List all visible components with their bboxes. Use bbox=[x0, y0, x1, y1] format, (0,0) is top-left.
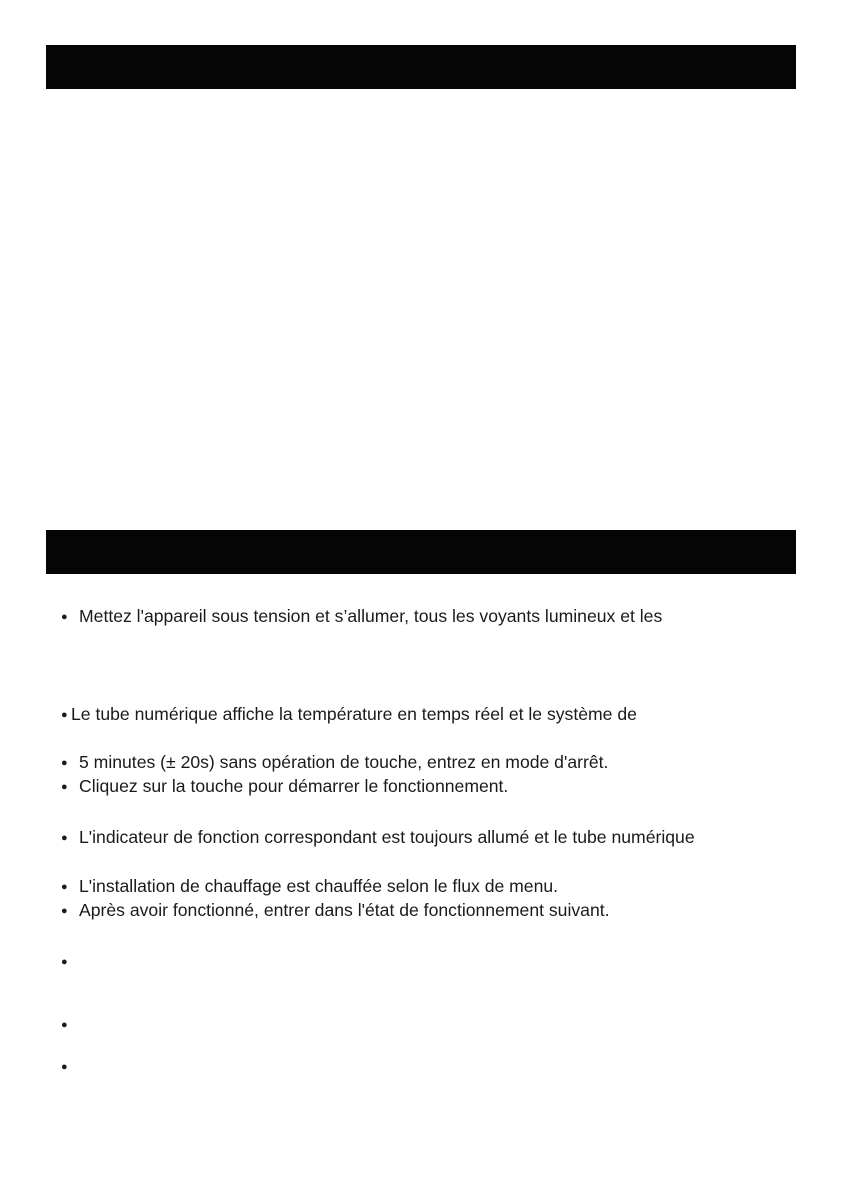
bullet-dot-icon bbox=[61, 950, 79, 975]
bullet-item bbox=[61, 826, 695, 851]
bullet-item bbox=[61, 950, 79, 975]
bullet-dot-icon bbox=[61, 775, 79, 800]
bullet-dot-icon bbox=[61, 899, 79, 924]
bullet-item bbox=[61, 775, 508, 800]
bullet-item bbox=[61, 1055, 79, 1080]
section-header-bar-bottom bbox=[46, 530, 796, 574]
bullet-text: Le tube numérique affiche la température en temps réel et le système de bbox=[71, 704, 637, 724]
bullet-item bbox=[61, 875, 558, 900]
bullet-dot-icon bbox=[61, 875, 79, 900]
bullet-text: L'indicateur de fonction correspondant est toujours allumé et le tube numérique bbox=[79, 827, 695, 847]
bullet-dot-icon bbox=[61, 1013, 79, 1038]
bullet-dot-icon bbox=[61, 703, 71, 728]
section-header-bar-top bbox=[46, 45, 796, 89]
bullet-item bbox=[61, 703, 637, 728]
bullet-item bbox=[61, 1013, 79, 1038]
bullet-text: Cliquez sur la touche pour démarrer le fonctionnement. bbox=[79, 776, 509, 796]
bullet-dot-icon bbox=[61, 826, 79, 851]
bullet-item bbox=[61, 605, 662, 630]
bullet-text: 5 minutes (± 20s) sans opération de touche, entrez en mode d'arrêt. bbox=[79, 752, 609, 772]
bullet-dot-icon bbox=[61, 751, 79, 776]
bullet-dot-icon bbox=[61, 1055, 79, 1080]
bullet-text: L'installation de chauffage est chauffée selon le flux de menu. bbox=[79, 876, 559, 896]
bullet-dot-icon bbox=[61, 605, 79, 630]
bullet-item bbox=[61, 899, 610, 924]
bullet-text: Mettez l'appareil sous tension et s’allumer, tous les voyants lumineux et les bbox=[79, 606, 663, 626]
bullet-item bbox=[61, 751, 608, 776]
bullet-text: Après avoir fonctionné, entrer dans l'état de fonctionnement suivant. bbox=[79, 900, 610, 920]
